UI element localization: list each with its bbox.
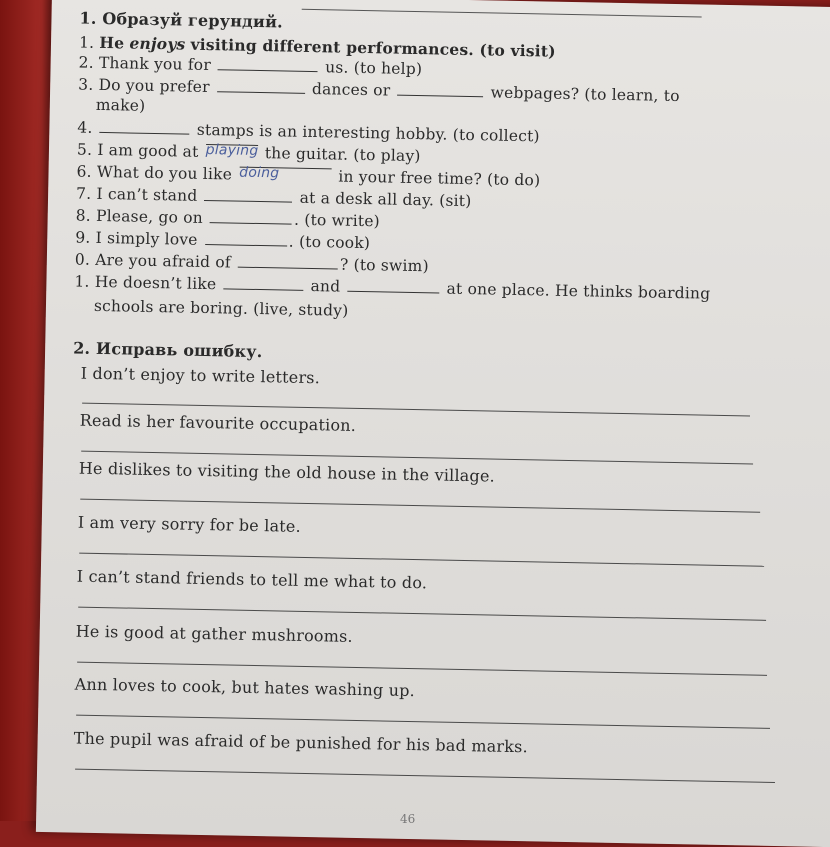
ex1-item-9: 9. I simply love . (to cook): [75, 228, 371, 253]
ex2-sentence-4: I am very sorry for be late.: [77, 512, 302, 536]
ex1-item-3-cont: make): [95, 95, 146, 115]
ex2-sentence-6: He is good at gather mushrooms.: [75, 621, 353, 646]
ex2-sentence-5: I can’t stand friends to tell me what to do.: [76, 566, 428, 593]
ex1-item-8: 8. Please, go on . (to write): [75, 206, 381, 231]
answer-blank[interactable]: [204, 199, 292, 203]
ex1-item-4: 4. stamps is an interesting hobby. (to collect): [77, 118, 540, 146]
ex2-answer-line-5[interactable]: [78, 607, 766, 621]
exercise1-title: 1. Образуй герундий.: [79, 8, 284, 32]
answer-blank[interactable]: playing: [205, 141, 259, 159]
ex2-answer-line-4[interactable]: [79, 553, 764, 567]
answer-blank[interactable]: [238, 266, 338, 270]
page-number: 46: [400, 812, 416, 826]
worksheet-page: [36, 0, 830, 847]
ex2-sentence-3: He dislikes to visiting the old house in the village.: [78, 458, 496, 486]
exercise2-title: 2. Исправь ошибку.: [72, 338, 263, 362]
answer-blank[interactable]: [218, 68, 318, 72]
ex2-answer-line-3[interactable]: [80, 499, 760, 513]
ex1-item-7: 7. I can’t stand at a desk all day. (sit): [75, 184, 472, 211]
ex2-sentence-1: I don’t enjoy to write letters.: [80, 363, 321, 388]
ex1-item-10: 0. Are you afraid of ? (to swim): [74, 250, 429, 276]
answer-blank[interactable]: [217, 90, 305, 94]
ex1-item-5: 5. I am good at playing the guitar. (to play): [76, 140, 421, 166]
ex2-answer-line-8[interactable]: [75, 769, 775, 783]
top-rule: [302, 9, 702, 18]
answer-blank[interactable]: [100, 131, 190, 135]
ex2-sentence-2: Read is her favourite occupation.: [79, 410, 357, 435]
answer-blank[interactable]: [205, 243, 287, 247]
ex1-item-11-cont: schools are boring. (live, study): [93, 296, 349, 320]
ex2-answer-line-7[interactable]: [76, 715, 770, 729]
ex1-item-11: 1. He doesn’t like and at one place. He thinks boarding: [74, 272, 711, 303]
ex1-item-2: 2. Thank you for us. (to help): [78, 53, 423, 79]
answer-blank[interactable]: doing: [239, 166, 331, 170]
answer-blank[interactable]: [347, 290, 439, 294]
answer-blank[interactable]: [223, 287, 303, 291]
ex2-answer-line-6[interactable]: [77, 662, 767, 676]
answer-blank[interactable]: [210, 221, 292, 225]
ex1-item-3: 3. Do you prefer dances or webpages? (to learn, to: [78, 75, 680, 106]
ex1-item-1: 1. He enjoys visiting different performances. (to visit): [78, 32, 556, 61]
ex1-item-6: 6. What do you like doing in your free time? (to do): [76, 162, 541, 190]
ex2-sentence-7: Ann loves to cook, but hates washing up.: [74, 674, 416, 701]
answer-blank[interactable]: [397, 94, 483, 98]
ex2-sentence-8: The pupil was afraid of be punished for his bad marks.: [73, 728, 529, 757]
